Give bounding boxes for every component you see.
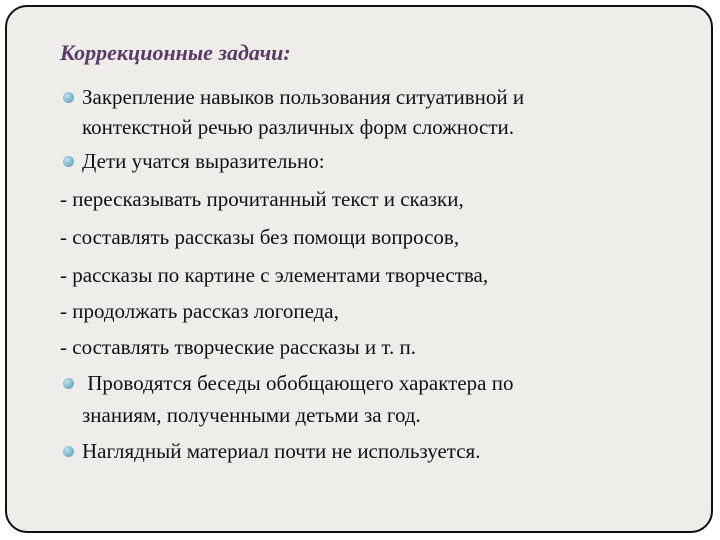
bullet-3-line-2: знаниям, полученными детьми за год. [82, 403, 421, 427]
dash-item-1: - пересказывать прочитанный текст и сказки, [60, 187, 464, 211]
bullet-3-line-1: Проводятся беседы обобщающего характера по [82, 371, 514, 395]
bullet-1-line-2: контекстной речью различных форм сложности. [82, 115, 515, 139]
dash-item-3: - рассказы по картине с элементами творчества, [60, 263, 489, 287]
dash-item-4: - продолжать рассказ логопеда, [60, 299, 339, 323]
dash-item-5: - составлять творческие рассказы и т. п. [60, 335, 417, 359]
circle-bullet-icon [63, 156, 74, 167]
bullet-1-line-1: Закрепление навыков пользования ситуативной и [82, 85, 525, 109]
circle-bullet-icon [63, 92, 74, 103]
circle-bullet-icon [63, 446, 74, 457]
dash-item-2: - составлять рассказы без помощи вопросов, [60, 225, 460, 249]
circle-bullet-icon [63, 378, 74, 389]
slide-title: Коррекционные задачи: [60, 40, 291, 65]
bullet-2-line-1: Дети учатся выразительно: [82, 149, 325, 173]
bullet-4-line-1: Наглядный материал почти не используется. [82, 439, 481, 463]
